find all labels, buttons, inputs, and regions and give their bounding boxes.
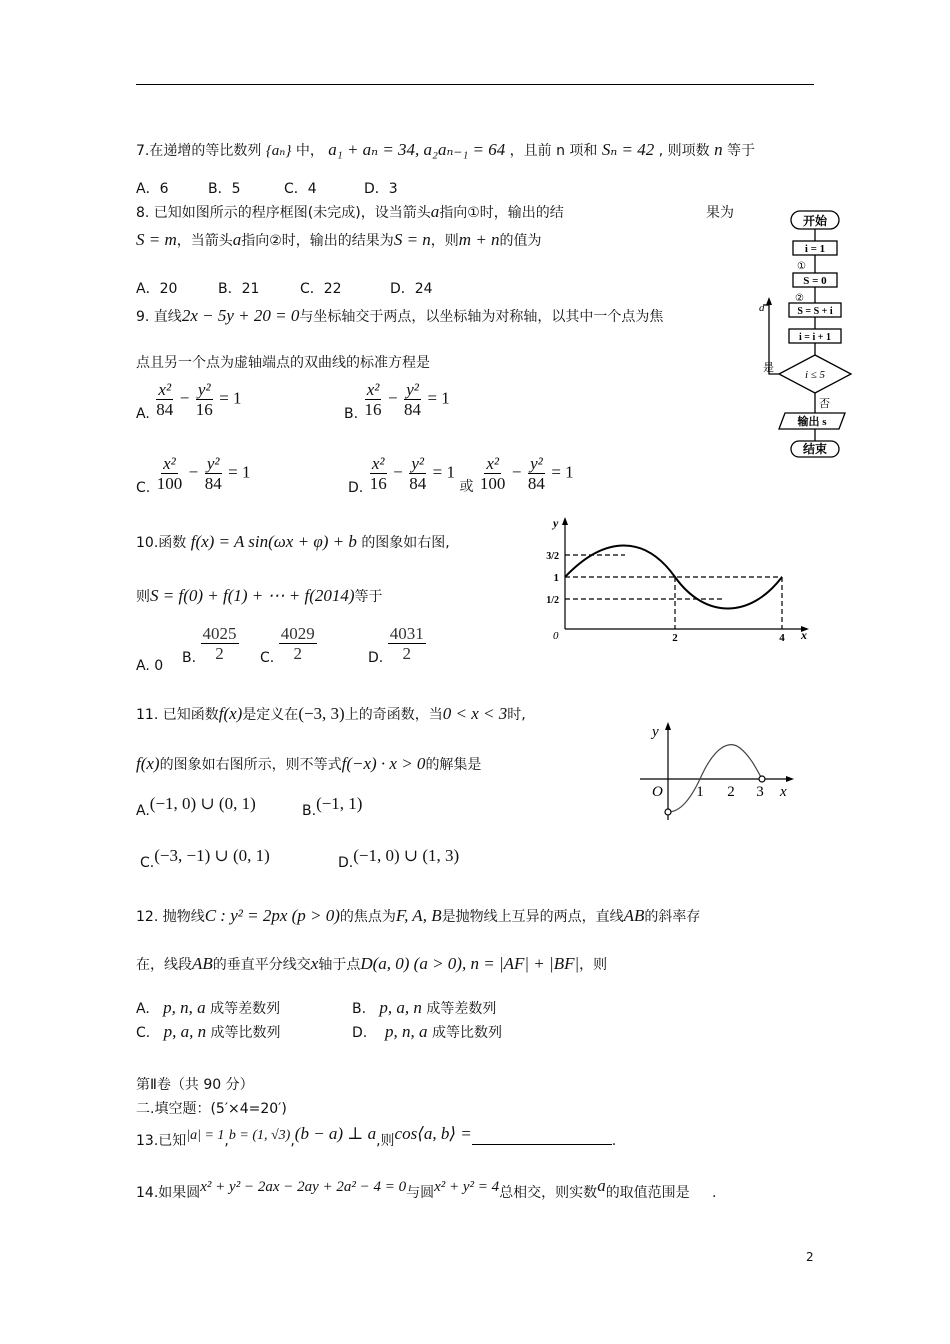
q10-x-label: x <box>801 628 807 642</box>
q12-option-a: A. p, n, a 成等差数列 <box>136 998 281 1017</box>
q7-option-a: A．6 <box>136 181 169 197</box>
q10-tick-x-4: 4 <box>779 632 785 644</box>
q7-option-d: D．3 <box>364 181 398 197</box>
flow-start-text: 开始 <box>802 214 828 228</box>
flow-circle-2: ② <box>795 293 804 304</box>
q8-option-c: C．22 <box>300 281 342 297</box>
flowchart <box>755 205 855 465</box>
q10-tick-1: 1 <box>553 572 559 584</box>
question-13: 13.已知|a| = 1,b = (1, √3),(b − a) ⊥ a,则cos⟨a, b⟩ = . <box>136 1124 617 1149</box>
q11-graph <box>640 720 800 825</box>
flow-init-i-text: i = 1 <box>804 243 826 255</box>
q10-option-b: B. $\frac{4025}{2}$ <box>182 624 237 666</box>
q10-option-a: A. 0 <box>136 658 164 674</box>
q10-tick-3-2: 3/2 <box>546 551 559 562</box>
flow-no-label: 否 <box>819 398 830 410</box>
q9-option-a: A. $\frac{\text{x²}}{84}$ − $\frac{\text{y²}}{16}$ = 1 <box>136 380 242 422</box>
q8-option-a: A．20 <box>136 281 178 297</box>
flow-loop-arrow <box>766 297 772 305</box>
question-8-line1-end: 果为 <box>706 205 734 221</box>
flow-circle-1: ① <box>797 261 806 272</box>
q9-option-b: B. $\frac{\text{x²}}{16}$ − $\frac{\text{y²}}{84}$ = 1 <box>344 380 450 422</box>
flow-update-s-text: S = S + i <box>797 306 833 317</box>
part-2-title: 第Ⅱ卷（共 90 分） <box>136 1077 254 1093</box>
flow-update-i-text: i = i + 1 <box>799 332 831 343</box>
q11-option-b: B.(−1, 1) <box>302 794 363 819</box>
question-9-line1: 9. 直线2x − 5y + 20 = 0与坐标轴交于两点，以坐标轴为对称轴，以其中一个点为焦 <box>136 306 664 325</box>
q13-answer-blank[interactable] <box>472 1130 612 1145</box>
q10-option-c: C. $\frac{4029}{2}$ <box>260 624 315 666</box>
flow-end-text: 结束 <box>802 442 828 456</box>
question-11-line1: 11. 已知函数f(x)是定义在(−3, 3)上的奇函数，当0 < x < 3时, <box>136 704 526 723</box>
q11-tick-3: 3 <box>756 784 764 800</box>
q11-option-c: C.(−3, −1) ∪ (0, 1) <box>140 846 270 871</box>
q11-curve <box>668 745 762 812</box>
q11-tick-2: 2 <box>727 784 735 800</box>
question-10-line2: 则S = f(0) + f(1) + ⋯ + f(2014)等于 <box>136 586 383 605</box>
q11-option-a: A.(−1, 0) ∪ (0, 1) <box>136 794 256 819</box>
q9-option-c: C. $\frac{\text{x²}}{100}$ − $\frac{\text{y²}}{84}$ = 1 <box>136 454 251 496</box>
q9-option-d: D. $\frac{\text{x²}}{16}$ − $\frac{\text{y²}}{84}$ = 1 或 $\frac{\text{x²}}{100}$ − $\frac{\text{y²}}{84}$ = 1 <box>348 454 574 496</box>
question-14: 14.如果圆x² + y² − 2ax − 2ay + 2a² − 4 = 0与圆x² + y² = 4总相交，则实数a的取值范围是 . <box>136 1176 717 1201</box>
q10-y-label: y <box>553 516 559 530</box>
flow-output-text: 输出 s <box>797 416 827 428</box>
q11-x-label: x <box>780 784 787 800</box>
q10-option-d: D. $\frac{4031}{2}$ <box>368 624 424 666</box>
page-number: 2 <box>806 1250 814 1264</box>
q8-option-b: B．21 <box>218 281 260 297</box>
q7-option-b: B．5 <box>208 181 241 197</box>
question-12-line2: 在，线段AB的垂直平分线交x轴于点D(a, 0) (a > 0), n = |AF| + |BF|，则 <box>136 954 608 973</box>
question-9-line2: 点且另一个点为虚轴端点的双曲线的标准方程是 <box>136 355 430 371</box>
flow-condition-text: i ≤ 5 <box>804 369 826 381</box>
q10-graph <box>545 515 815 645</box>
header-rule <box>136 84 814 85</box>
question-12-line1: 12. 抛物线C : y² = 2px (p > 0)的焦点为F, A, B是抛物线上互异的两点，直线AB的斜率存 <box>136 906 701 925</box>
q10-tick-x-2: 2 <box>672 632 678 644</box>
q11-y-label: y <box>652 724 659 740</box>
q7-option-c: C．4 <box>284 181 317 197</box>
flow-arrow-a: a <box>759 302 765 314</box>
flow-init-s-text: S = 0 <box>803 275 827 287</box>
flow-yes-label: 是 <box>763 362 774 374</box>
question-11-line2: f(x)的图象如右图所示，则不等式f(−x) · x > 0的解集是 <box>136 754 482 773</box>
q11-option-d: D.(−1, 0) ∪ (1, 3) <box>338 846 460 871</box>
question-7: 7.在递增的等比数列 {aₙ} 中， a₁ + aₙ = 34, a₂aₙ₋₁ = 64 ，且前 n 项和 Sₙ = 42 , 则项数 n 等于 <box>136 140 756 159</box>
q10-tick-1-2: 1/2 <box>546 595 559 606</box>
fill-in-section-title: 二.填空题：(5′×4=20′) <box>136 1101 287 1117</box>
q11-tick-1: 1 <box>696 784 704 800</box>
question-10-line1: 10.函数 f(x) = A sin(ωx + φ) + b 的图象如右图, <box>136 532 450 551</box>
q12-option-d: D. p, n, a 成等比数列 <box>352 1022 502 1041</box>
q12-option-b: B. p, a, n 成等差数列 <box>352 998 497 1017</box>
question-8-line2: S = m，当箭头a指向②时，输出的结果为S = n，则m + n的值为 <box>136 230 542 249</box>
q12-option-c: C. p, a, n 成等比数列 <box>136 1022 281 1041</box>
q8-option-d: D．24 <box>390 281 433 297</box>
q10-origin: 0 <box>553 630 559 642</box>
q11-origin: O <box>652 784 663 800</box>
question-8-line1: 8. 已知如图所示的程序框图(未完成)，设当箭头a指向①时，输出的结 <box>136 202 564 221</box>
